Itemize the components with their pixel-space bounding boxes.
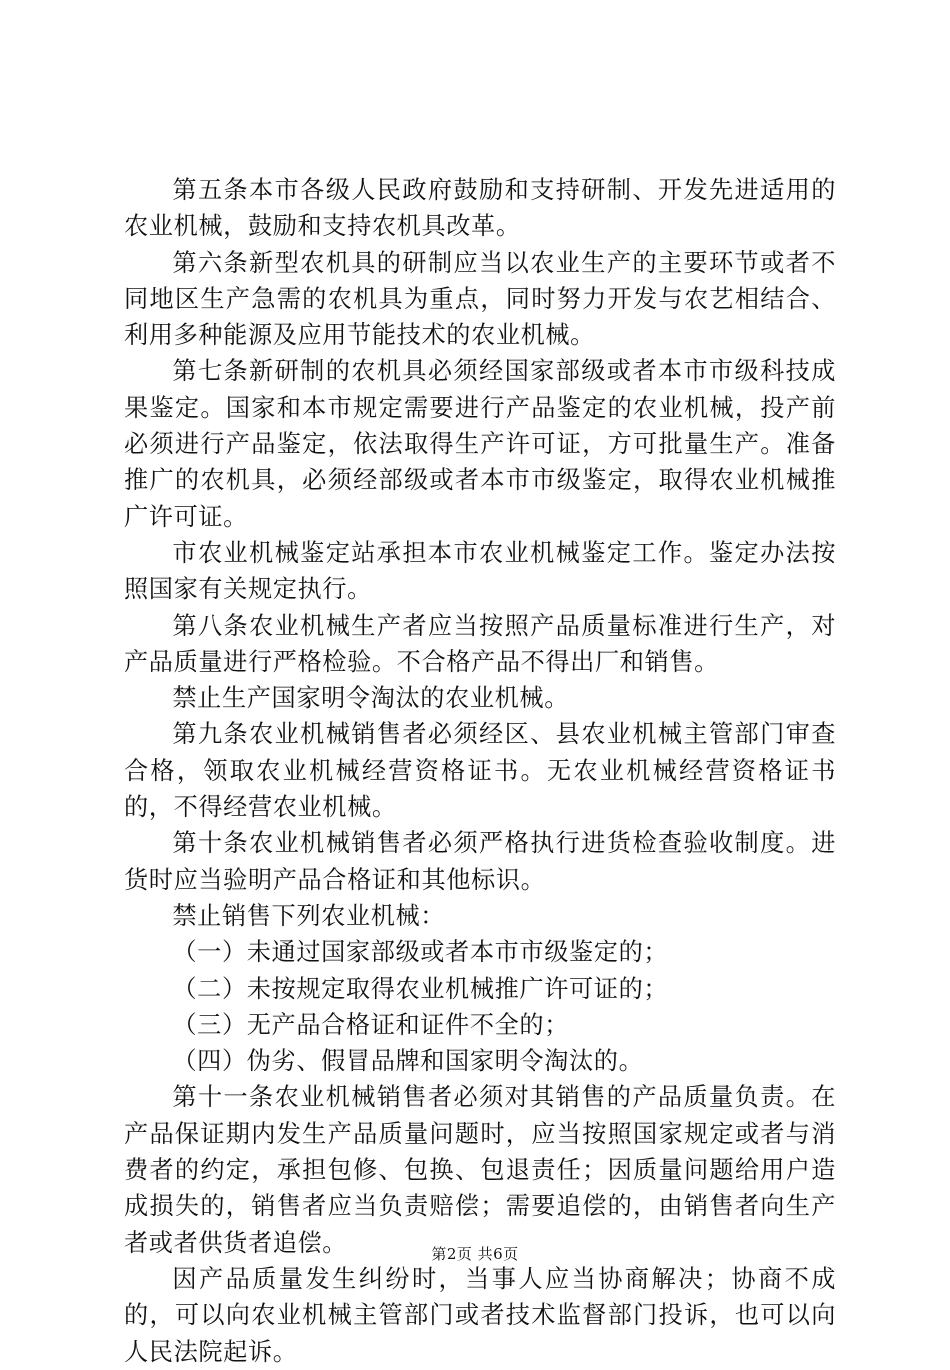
paragraph-article-8: 第八条农业机械生产者应当按照产品质量标准进行生产，对产品质量进行严格检验。不合格产品不得出厂和销售。 xyxy=(124,611,836,676)
paragraph-article-9: 第九条农业机械销售者必须经区、县农业机械主管部门审查合格，领取农业机械经营资格证书。无农业机械经营资格证书的，不得经营农业机械。 xyxy=(124,720,836,822)
paragraph-appraisal-station: 市农业机械鉴定站承担本市农业机械鉴定工作。鉴定办法按照国家有关规定执行。 xyxy=(124,538,836,604)
paragraph-sales-ban-intro: 禁止销售下列农业机械： xyxy=(172,901,446,930)
list-item-2: （二）未按规定取得农业机械推广许可证的； xyxy=(172,974,669,1003)
paragraph-dispute-resolution: 因产品质量发生纠纷时，当事人应当协商解决；协商不成的，可以向农业机械主管部门或者技术监督部门投诉，也可以向人民法院起诉。 xyxy=(124,1264,836,1366)
document-body xyxy=(124,172,836,1370)
paragraph-article-11: 第十一条农业机械销售者必须对其销售的产品质量负责。在产品保证期内发生产品质量问题时，应当按照国家规定或者与消费者的约定，承担包修、包换、包退责任；因质量问题给用户造成损失的，销售者应当负责赔偿；需要追偿的，由销售者向生产者或者供货者追偿。 xyxy=(124,1083,836,1257)
list-item-1: （一）未通过国家部级或者本市市级鉴定的； xyxy=(172,938,669,967)
page-number-label: 第2页 共6页 xyxy=(431,1245,519,1263)
page-footer xyxy=(0,1244,950,1264)
paragraph-article-5: 第五条本市各级人民政府鼓励和支持研制、开发先进适用的农业机械，鼓励和支持农机具改革。 xyxy=(124,176,836,241)
paragraph-production-ban: 禁止生产国家明令淘汰的农业机械。 xyxy=(172,684,569,713)
paragraph-article-10: 第十条农业机械销售者必须严格执行进货检查验收制度。进货时应当验明产品合格证和其他标识。 xyxy=(124,829,836,894)
list-item-3: （三）无产品合格证和证件不全的； xyxy=(172,1010,569,1039)
paragraph-article-6: 第六条新型农机具的研制应当以农业生产的主要环节或者不同地区生产急需的农机具为重点，同时努力开发与农艺相结合、利用多种能源及应用节能技术的农业机械。 xyxy=(124,248,836,350)
list-item-4: （四）伪劣、假冒品牌和国家明令淘汰的。 xyxy=(172,1047,644,1076)
paragraph-article-7: 第七条新研制的农机具必须经国家部级或者本市市级科技成果鉴定。国家和本市规定需要进行产品鉴定的农业机械，投产前必须进行产品鉴定，依法取得生产许可证，方可批量生产。准备推广的农机具，必须经部级或者本市市级鉴定，取得农业机械推广许可证。 xyxy=(124,357,836,531)
